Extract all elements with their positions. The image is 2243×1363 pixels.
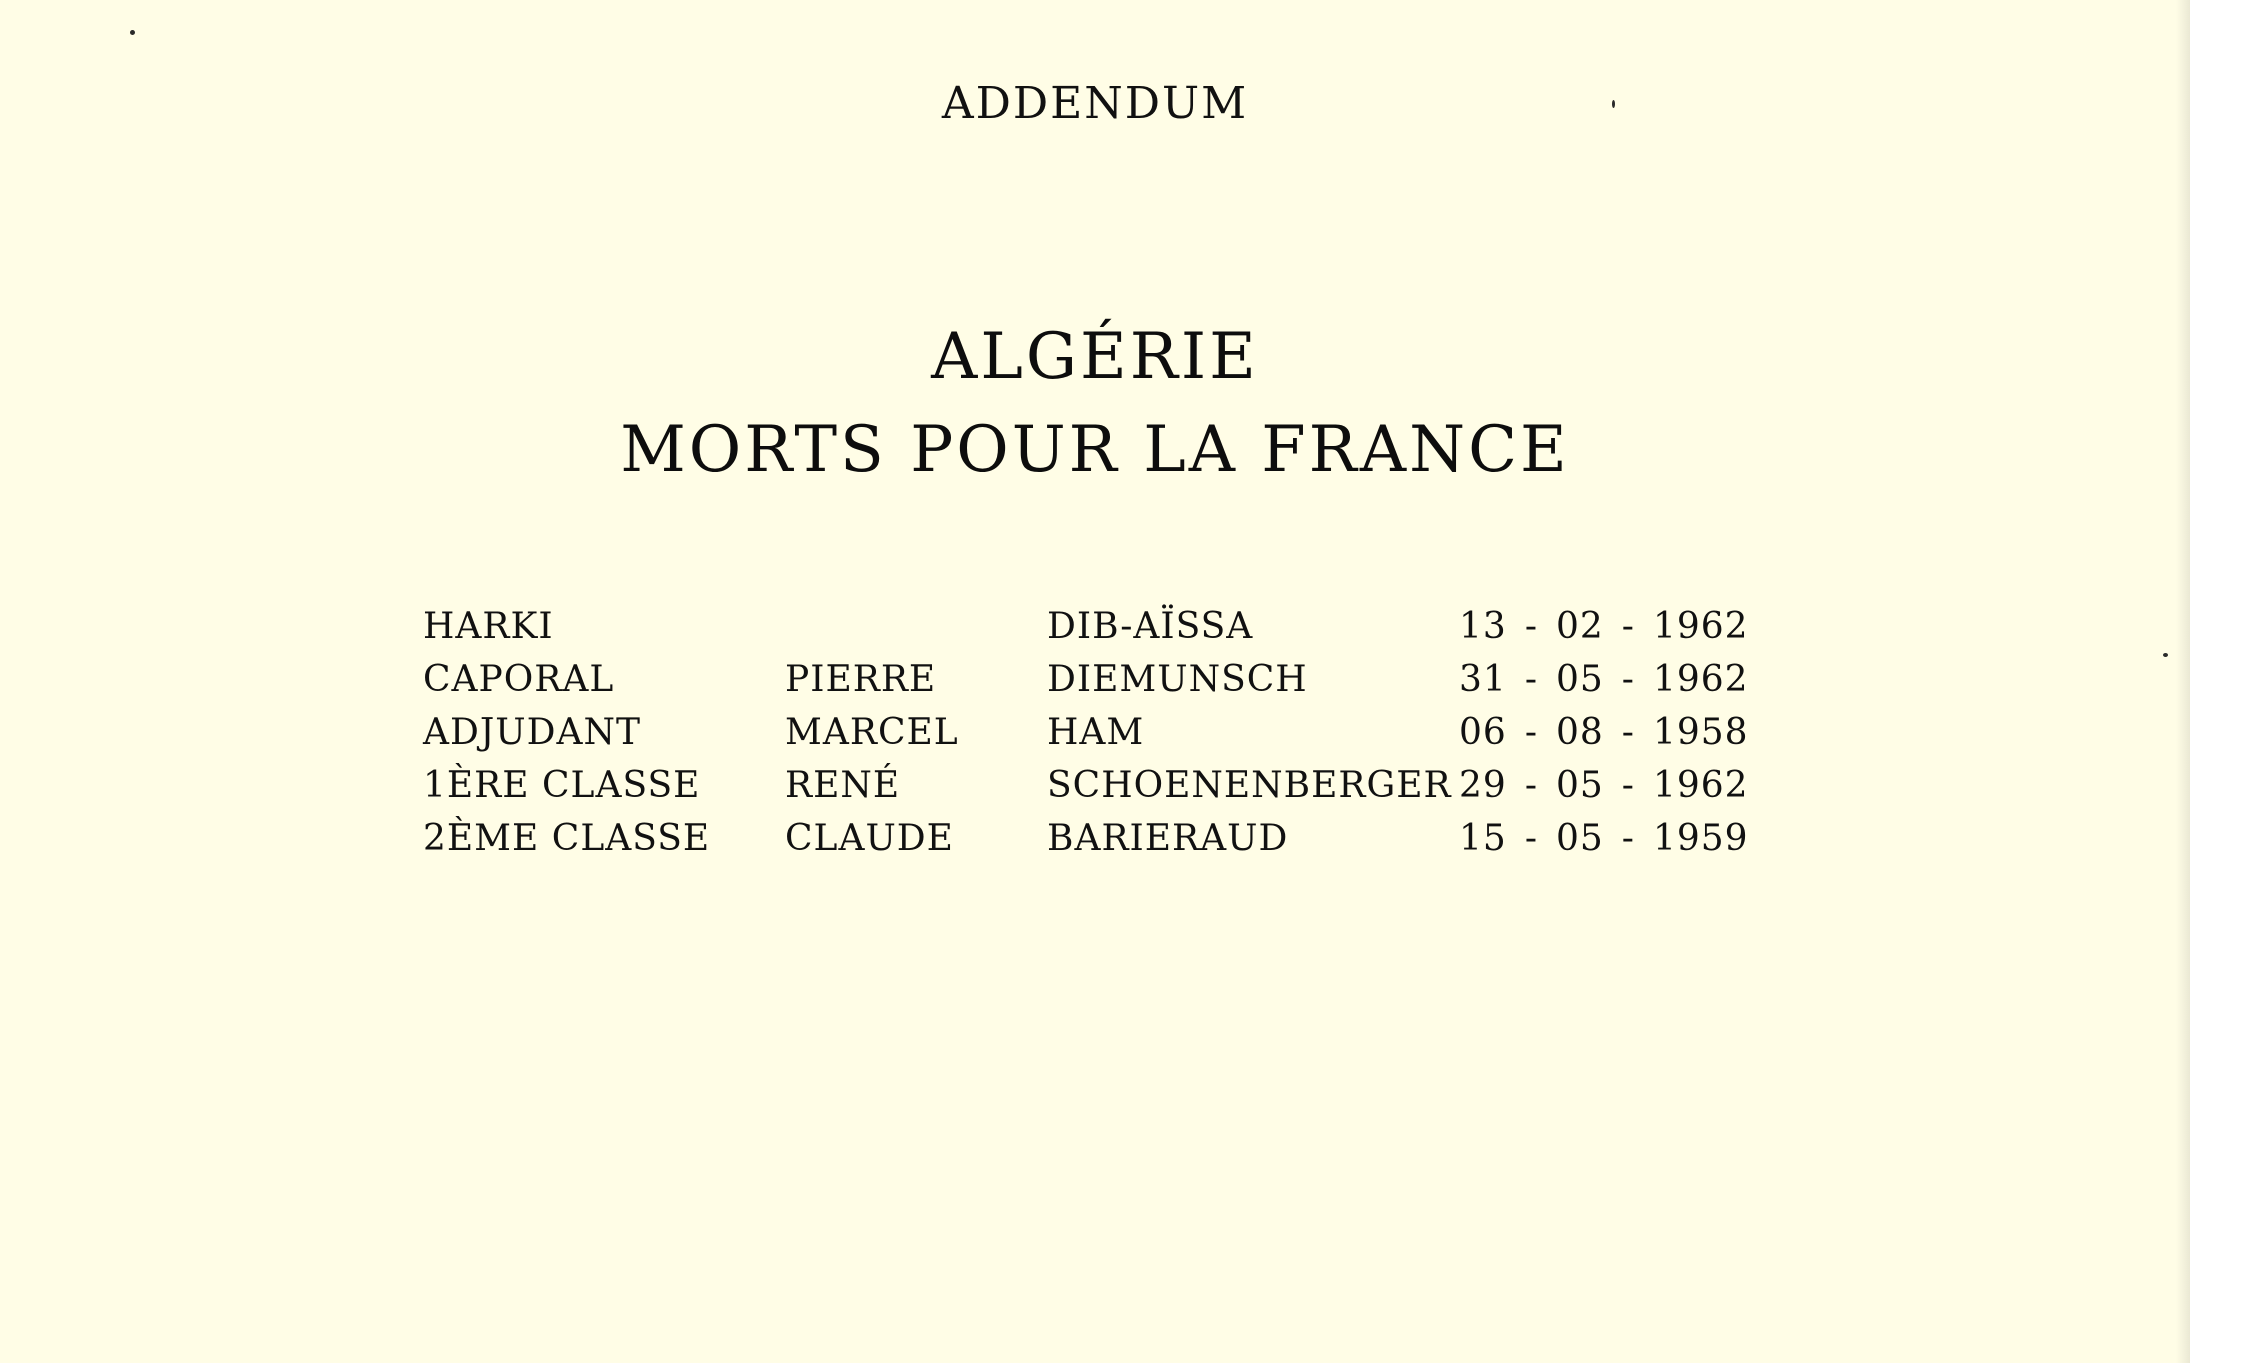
document-title-line-1: ALGÉRIE bbox=[931, 320, 1259, 394]
first-name-cell bbox=[785, 600, 1047, 653]
date-cell bbox=[1459, 812, 1759, 865]
date-day: 29 bbox=[1459, 765, 1507, 806]
paper-speck bbox=[130, 30, 135, 35]
date-cell bbox=[1459, 706, 1759, 759]
scan-margin bbox=[2190, 0, 2243, 1363]
first-name-cell: PIERRE bbox=[785, 659, 937, 700]
last-name-cell: BARIERAUD bbox=[1047, 818, 1289, 859]
table-row bbox=[423, 600, 1759, 653]
date-cell bbox=[1459, 600, 1759, 653]
date-separator: - bbox=[1524, 606, 1538, 647]
last-name-cell: HAM bbox=[1047, 712, 1145, 753]
date-year: 1962 bbox=[1652, 606, 1749, 647]
table-row bbox=[423, 706, 1759, 759]
date-month: 05 bbox=[1555, 659, 1604, 700]
first-name-cell: CLAUDE bbox=[785, 818, 954, 859]
date-separator: - bbox=[1524, 659, 1538, 700]
date-day: 06 bbox=[1459, 712, 1507, 753]
last-name-cell: SCHOENENBERGER bbox=[1047, 765, 1452, 806]
date-separator: - bbox=[1621, 818, 1635, 859]
first-name-cell: MARCEL bbox=[785, 712, 959, 753]
date-day: 15 bbox=[1459, 818, 1507, 859]
date-separator: - bbox=[1524, 818, 1538, 859]
paper-speck bbox=[2163, 653, 2168, 657]
date-separator: - bbox=[1621, 712, 1635, 753]
document-title-line-2: MORTS POUR LA FRANCE bbox=[620, 413, 1570, 487]
date-cell bbox=[1459, 653, 1759, 706]
date-year: 1962 bbox=[1652, 765, 1749, 806]
date-cell bbox=[1459, 759, 1759, 812]
date-month: 08 bbox=[1555, 712, 1604, 753]
date-separator: - bbox=[1621, 765, 1635, 806]
date-year: 1959 bbox=[1652, 818, 1749, 859]
rank-cell: 2ÈME CLASSE bbox=[423, 818, 711, 859]
page-edge-shadow bbox=[2176, 0, 2190, 1363]
rank-cell: ADJUDANT bbox=[423, 712, 642, 753]
document-header: ADDENDUM bbox=[941, 78, 1249, 129]
table-row bbox=[423, 759, 1759, 812]
table-row bbox=[423, 812, 1759, 865]
date-separator: - bbox=[1524, 765, 1538, 806]
date-month: 05 bbox=[1555, 765, 1604, 806]
date-year: 1958 bbox=[1652, 712, 1749, 753]
table-row bbox=[423, 653, 1759, 706]
date-separator: - bbox=[1621, 659, 1635, 700]
date-month: 02 bbox=[1555, 606, 1604, 647]
rank-cell: HARKI bbox=[423, 606, 554, 647]
date-month: 05 bbox=[1555, 818, 1604, 859]
rank-cell: 1ÈRE CLASSE bbox=[423, 765, 701, 806]
date-day: 13 bbox=[1459, 606, 1507, 647]
first-name-cell: RENÉ bbox=[785, 765, 901, 806]
date-day: 31 bbox=[1459, 659, 1507, 700]
date-separator: - bbox=[1621, 606, 1635, 647]
last-name-cell: DIEMUNSCH bbox=[1047, 659, 1308, 700]
last-name-cell: DIB-AÏSSA bbox=[1047, 606, 1254, 647]
date-year: 1962 bbox=[1652, 659, 1749, 700]
roster-table bbox=[423, 600, 1759, 865]
rank-cell: CAPORAL bbox=[423, 659, 615, 700]
date-separator: - bbox=[1524, 712, 1538, 753]
